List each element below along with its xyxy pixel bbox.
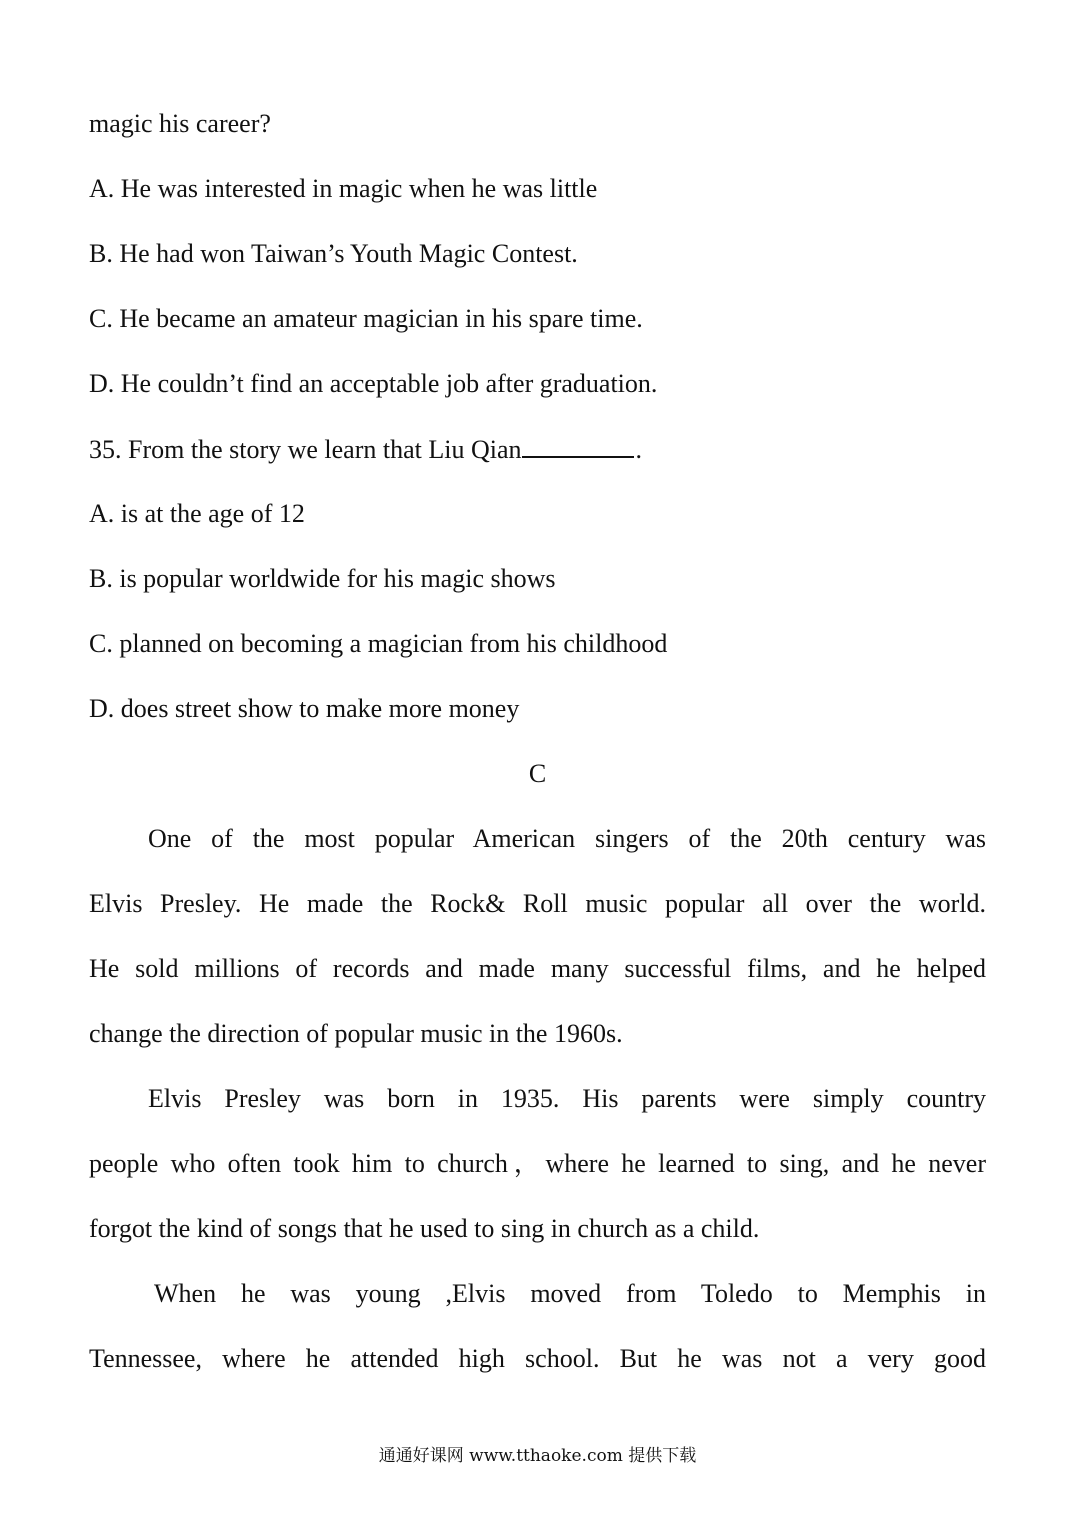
answer-blank bbox=[522, 434, 634, 458]
section-heading: C bbox=[528, 759, 547, 788]
q34-option-d: D. He couldn’t find an acceptable job after graduation. bbox=[89, 369, 658, 398]
page-footer: 通通好课网 www.tthaoke.com 提供下载 bbox=[378, 1446, 697, 1466]
passage-line-4: change the direction of popular music in the 1960s. bbox=[89, 1019, 623, 1048]
q35-option-d: D. does street show to make more money bbox=[89, 694, 520, 723]
q35-stem-line bbox=[89, 434, 642, 465]
passage-line-1: One of the most popular American singers of the 20th century was bbox=[148, 824, 986, 853]
q35-option-c: C. planned on becoming a magician from his childhood bbox=[89, 629, 668, 658]
q34-option-a: A. He was interested in magic when he was little bbox=[89, 174, 598, 203]
q34-option-c: C. He became an amateur magician in his spare time. bbox=[89, 304, 643, 333]
passage-line-8: When he was young ,Elvis moved from Toledo to Memphis in bbox=[154, 1279, 986, 1308]
passage-line-9: Tennessee, where he attended high school. But he was not a very good bbox=[89, 1344, 986, 1373]
q34-stem-tail: magic his career? bbox=[89, 109, 271, 138]
passage-line-6: people who often took him to church，where he learned to sing, and he never bbox=[89, 1149, 986, 1178]
q35-stem-end: . bbox=[635, 435, 643, 464]
passage-line-2: Elvis Presley. He made the Rock& Roll music popular all over the world. bbox=[89, 889, 986, 918]
q35-option-b: B. is popular worldwide for his magic shows bbox=[89, 564, 556, 593]
q35-option-a: A. is at the age of 12 bbox=[89, 499, 305, 528]
passage-line-7: forgot the kind of songs that he used to sing in church as a child. bbox=[89, 1214, 760, 1243]
q34-option-b: B. He had won Taiwan’s Youth Magic Contest. bbox=[89, 239, 578, 268]
q35-stem: 35. From the story we learn that Liu Qian bbox=[89, 435, 522, 464]
passage-line-3: He sold millions of records and made many successful films, and he helped bbox=[89, 954, 986, 983]
passage-line-5: Elvis Presley was born in 1935. His parents were simply country bbox=[148, 1084, 986, 1113]
